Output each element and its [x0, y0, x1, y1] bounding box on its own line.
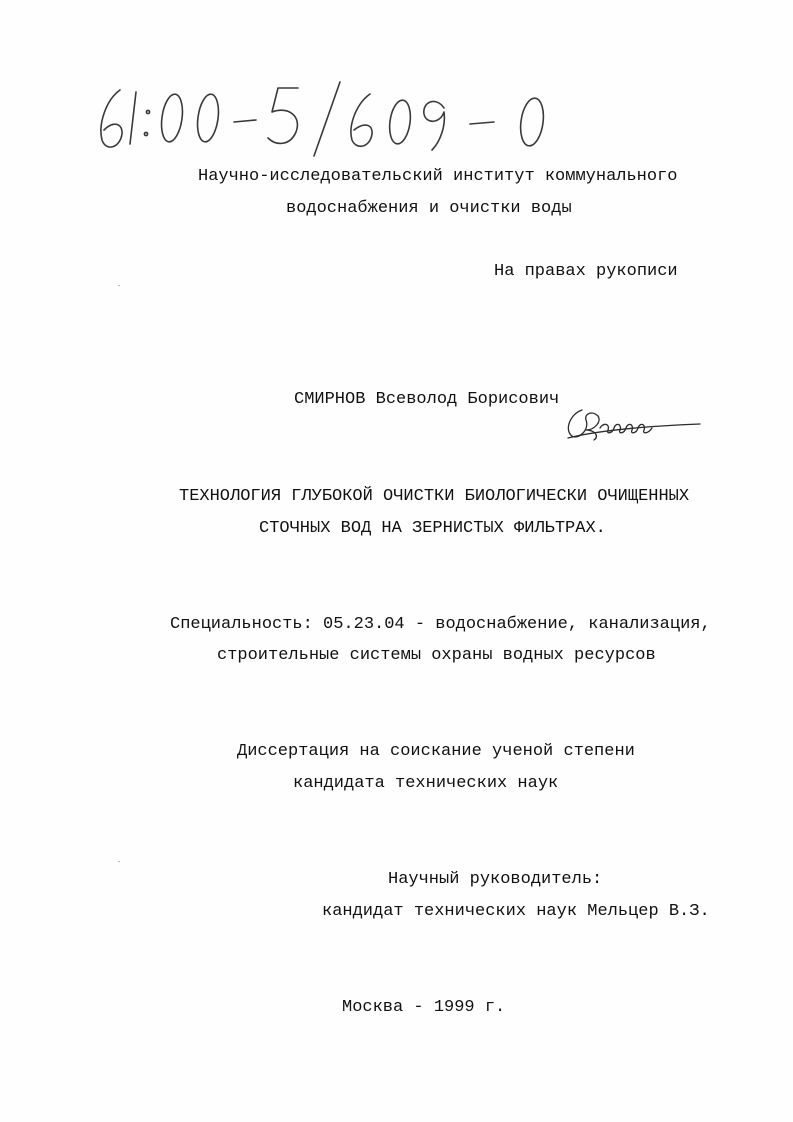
author-name: СМИРНОВ Всеволод Борисович — [294, 390, 560, 409]
city-year: Москва - 1999 г. — [342, 998, 506, 1017]
scan-speck — [118, 285, 120, 286]
supervisor-label: Научный руководитель: — [388, 870, 603, 889]
title-line-2: СТОЧНЫХ ВОД НА ЗЕРНИСТЫХ ФИЛЬТРАХ. — [259, 519, 606, 538]
degree-line-1: Диссертация на соискание ученой степени — [237, 742, 635, 761]
rights-note: На правах рукописи — [494, 262, 678, 281]
institute-line-1: Научно-исследовательский институт коммунального — [198, 167, 678, 186]
specialty-line-1: Специальность: 05.23.04 - водоснабжение, канализация, — [170, 615, 711, 634]
scan-speck — [118, 861, 120, 862]
author-signature — [560, 400, 710, 450]
title-line-1: ТЕХНОЛОГИЯ ГЛУБОКОЙ ОЧИСТКИ БИОЛОГИЧЕСКИ ОЧИЩЕННЫХ — [179, 487, 690, 506]
specialty-line-2: строительные системы охраны водных ресурсов — [217, 646, 656, 665]
supervisor-name: кандидат технических наук Мельцер В.З. — [322, 902, 710, 921]
degree-line-2: кандидата технических наук — [293, 774, 559, 793]
institute-line-2: водоснабжения и очистки воды — [286, 199, 572, 218]
handwritten-archive-code — [92, 78, 572, 158]
